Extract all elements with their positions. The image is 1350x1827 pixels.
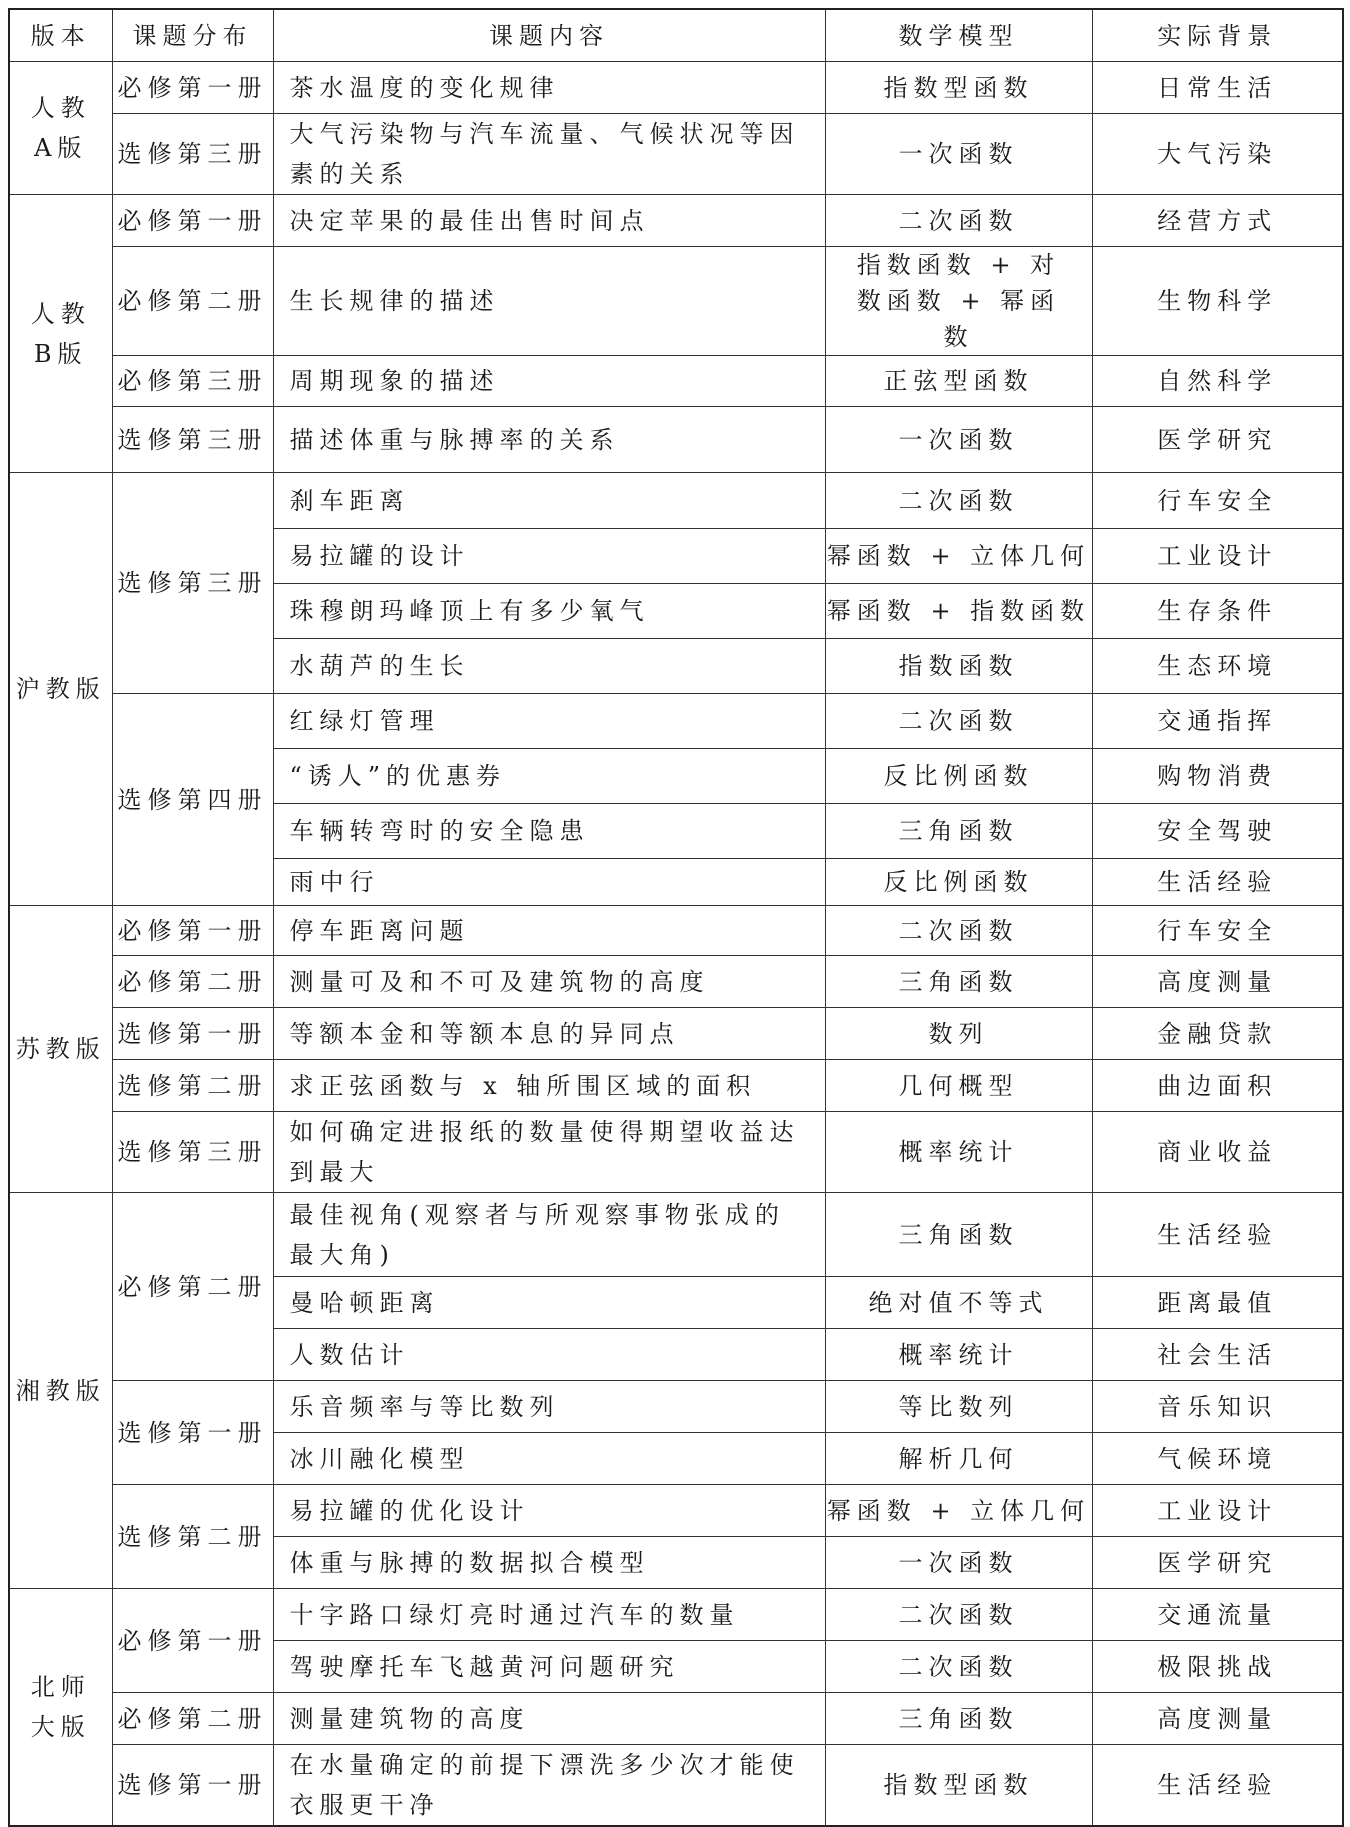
table-row [9,1589,1343,1641]
distribution-cell: 选修第三册 [112,1112,273,1193]
model-cell: 数列 [825,1008,1092,1060]
table-row [9,1193,1343,1277]
model-cell: 指数函数 [825,639,1092,694]
background-cell: 购物消费 [1092,749,1343,804]
table-row [9,247,1343,356]
table-row [9,1693,1343,1745]
model-cell: 幂函数 + 立体几何 [825,1485,1092,1537]
background-cell: 行车安全 [1092,473,1343,529]
content-cell: 最佳视角(观察者与所观察事物张成的最大角) [273,1193,825,1277]
header-topic-content: 课题内容 [273,9,825,62]
background-cell: 高度测量 [1092,956,1343,1008]
content-cell: 等额本金和等额本息的异同点 [273,1008,825,1060]
table-body [9,62,1343,1827]
table-row [9,956,1343,1008]
table-row [9,1060,1343,1112]
model-cell: 三角函数 [825,1193,1092,1277]
background-cell: 极限挑战 [1092,1641,1343,1693]
table-row [9,356,1343,407]
distribution-cell: 必修第三册 [112,356,273,407]
content-cell: 如何确定进报纸的数量使得期望收益达到最大 [273,1112,825,1193]
table-row [9,1745,1343,1827]
curriculum-table [8,8,1344,1827]
model-cell: 二次函数 [825,1589,1092,1641]
model-cell: 反比例函数 [825,859,1092,906]
content-cell: 驾驶摩托车飞越黄河问题研究 [273,1641,825,1693]
table-row [9,694,1343,749]
content-cell: 大气污染物与汽车流量、气候状况等因素的关系 [273,114,825,195]
table-row [9,1485,1343,1537]
content-cell: 冰川融化模型 [273,1433,825,1485]
background-cell: 距离最值 [1092,1277,1343,1329]
background-cell: 生态环境 [1092,639,1343,694]
background-cell: 医学研究 [1092,407,1343,473]
background-cell: 日常生活 [1092,62,1343,114]
model-cell: 一次函数 [825,114,1092,195]
model-cell: 二次函数 [825,1641,1092,1693]
content-cell: 车辆转弯时的安全隐患 [273,804,825,859]
background-cell: 交通指挥 [1092,694,1343,749]
version-cell: 人教 B版 [9,195,112,473]
background-cell: 安全驾驶 [1092,804,1343,859]
content-cell: 红绿灯管理 [273,694,825,749]
content-cell: 周期现象的描述 [273,356,825,407]
content-cell: 体重与脉搏的数据拟合模型 [273,1537,825,1589]
distribution-cell: 选修第三册 [112,114,273,195]
content-cell: 求正弦函数与 x 轴所围区域的面积 [273,1060,825,1112]
background-cell: 自然科学 [1092,356,1343,407]
background-cell: 社会生活 [1092,1329,1343,1381]
content-cell: 描述体重与脉搏率的关系 [273,407,825,473]
content-cell: 曼哈顿距离 [273,1277,825,1329]
content-cell: “诱人”的优惠券 [273,749,825,804]
model-cell: 解析几何 [825,1433,1092,1485]
distribution-cell: 必修第二册 [112,1193,273,1381]
content-cell: 水葫芦的生长 [273,639,825,694]
model-cell: 反比例函数 [825,749,1092,804]
content-cell: 测量建筑物的高度 [273,1693,825,1745]
background-cell: 交通流量 [1092,1589,1343,1641]
model-cell: 绝对值不等式 [825,1277,1092,1329]
content-cell: 刹车距离 [273,473,825,529]
model-cell: 三角函数 [825,956,1092,1008]
content-cell: 茶水温度的变化规律 [273,62,825,114]
background-cell: 曲边面积 [1092,1060,1343,1112]
model-cell: 二次函数 [825,694,1092,749]
distribution-cell: 必修第二册 [112,247,273,356]
distribution-cell: 选修第一册 [112,1381,273,1485]
content-cell: 在水量确定的前提下漂洗多少次才能使衣服更干净 [273,1745,825,1827]
model-cell: 指数型函数 [825,62,1092,114]
header-real-background: 实际背景 [1092,9,1343,62]
model-cell: 二次函数 [825,473,1092,529]
distribution-cell: 必修第二册 [112,1693,273,1745]
content-cell: 乐音频率与等比数列 [273,1381,825,1433]
model-cell: 一次函数 [825,1537,1092,1589]
background-cell: 气候环境 [1092,1433,1343,1485]
background-cell: 生物科学 [1092,247,1343,356]
content-cell: 测量可及和不可及建筑物的高度 [273,956,825,1008]
model-cell: 等比数列 [825,1381,1092,1433]
background-cell: 生存条件 [1092,584,1343,639]
background-cell: 金融贷款 [1092,1008,1343,1060]
distribution-cell: 必修第二册 [112,956,273,1008]
background-cell: 行车安全 [1092,906,1343,956]
distribution-cell: 选修第一册 [112,1008,273,1060]
background-cell: 音乐知识 [1092,1381,1343,1433]
table-row [9,62,1343,114]
model-cell: 概率统计 [825,1112,1092,1193]
table-row [9,1381,1343,1433]
model-cell: 幂函数 + 指数函数 [825,584,1092,639]
model-cell: 幂函数 + 立体几何 [825,529,1092,584]
model-cell: 一次函数 [825,407,1092,473]
model-cell: 指数函数 + 对数函数 + 幂函数 [825,247,1092,356]
version-cell: 苏教版 [9,906,112,1193]
content-cell: 决定苹果的最佳出售时间点 [273,195,825,247]
header-math-model: 数学模型 [825,9,1092,62]
table-row [9,473,1343,529]
background-cell: 工业设计 [1092,1485,1343,1537]
distribution-cell: 选修第二册 [112,1060,273,1112]
content-cell: 十字路口绿灯亮时通过汽车的数量 [273,1589,825,1641]
background-cell: 商业收益 [1092,1112,1343,1193]
table-row [9,1008,1343,1060]
distribution-cell: 选修第二册 [112,1485,273,1589]
table-row [9,195,1343,247]
background-cell: 工业设计 [1092,529,1343,584]
table-header-row [9,9,1343,62]
background-cell: 生活经验 [1092,1193,1343,1277]
model-cell: 三角函数 [825,1693,1092,1745]
model-cell: 二次函数 [825,906,1092,956]
background-cell: 医学研究 [1092,1537,1343,1589]
version-cell: 北师 大版 [9,1589,112,1827]
model-cell: 几何概型 [825,1060,1092,1112]
distribution-cell: 选修第三册 [112,407,273,473]
background-cell: 高度测量 [1092,1693,1343,1745]
background-cell: 生活经验 [1092,859,1343,906]
content-cell: 雨中行 [273,859,825,906]
table-row [9,1112,1343,1193]
distribution-cell: 选修第一册 [112,1745,273,1827]
distribution-cell: 必修第一册 [112,195,273,247]
content-cell: 生长规律的描述 [273,247,825,356]
table-row [9,407,1343,473]
model-cell: 二次函数 [825,195,1092,247]
background-cell: 大气污染 [1092,114,1343,195]
header-version: 版本 [9,9,112,62]
content-cell: 珠穆朗玛峰顶上有多少氧气 [273,584,825,639]
version-cell: 人教 A版 [9,62,112,195]
version-cell: 湘教版 [9,1193,112,1589]
content-cell: 易拉罐的设计 [273,529,825,584]
table-row [9,906,1343,956]
content-cell: 人数估计 [273,1329,825,1381]
content-cell: 易拉罐的优化设计 [273,1485,825,1537]
background-cell: 生活经验 [1092,1745,1343,1827]
distribution-cell: 选修第三册 [112,473,273,694]
content-cell: 停车距离问题 [273,906,825,956]
distribution-cell: 必修第一册 [112,906,273,956]
distribution-cell: 必修第一册 [112,1589,273,1693]
distribution-cell: 选修第四册 [112,694,273,906]
header-topic-distribution: 课题分布 [112,9,273,62]
model-cell: 正弦型函数 [825,356,1092,407]
model-cell: 概率统计 [825,1329,1092,1381]
distribution-cell: 必修第一册 [112,62,273,114]
table-row [9,114,1343,195]
background-cell: 经营方式 [1092,195,1343,247]
model-cell: 指数型函数 [825,1745,1092,1827]
version-cell: 沪教版 [9,473,112,906]
model-cell: 三角函数 [825,804,1092,859]
